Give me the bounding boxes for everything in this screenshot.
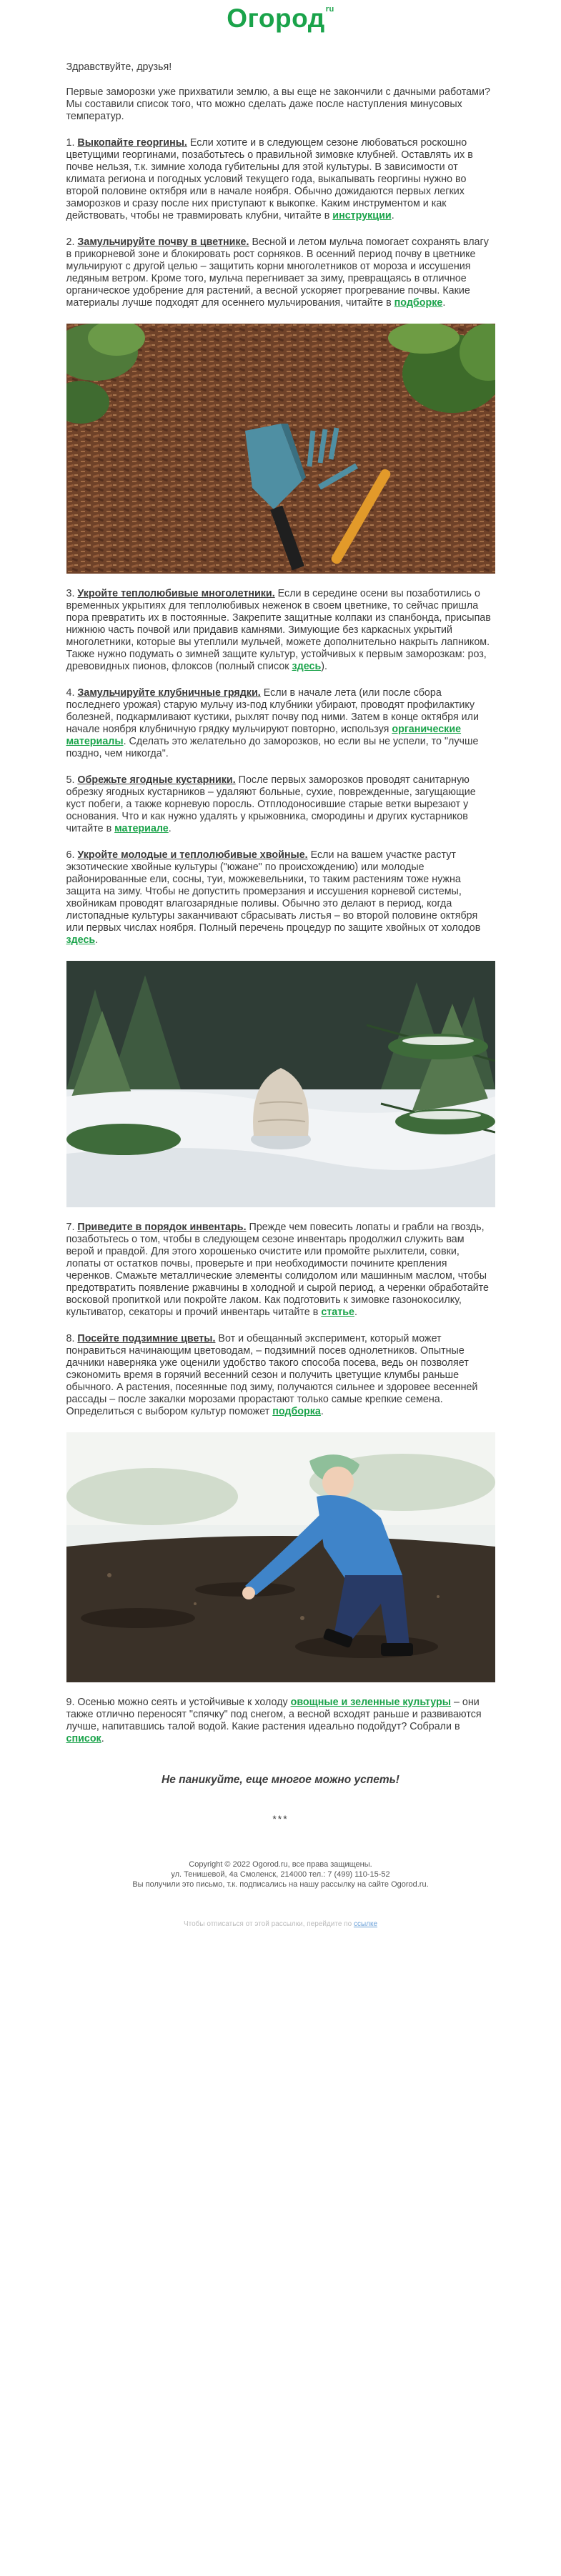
- item-text-continued: – они также отлично переносят "спячку" под снегом, а весной всходят раньше и развиваются лучше, напитавшись талой водой. Какие растения идеально подойдут? Собрали в: [66, 1697, 482, 1732]
- item-number: 9.: [66, 1697, 75, 1708]
- item-punct: .: [95, 934, 99, 946]
- item-lead: Обрежьте ягодные кустарники.: [77, 774, 236, 786]
- item-lead: Выкопайте георгины.: [77, 137, 187, 149]
- item-lead: Замульчируйте клубничные грядки.: [77, 687, 261, 699]
- item-text: Осенью можно сеять и устойчивые к холоду: [74, 1697, 291, 1708]
- article-link[interactable]: статье: [321, 1307, 354, 1318]
- list-item: [66, 1222, 495, 1319]
- conifer-link[interactable]: здесь: [66, 934, 96, 946]
- item-punct: .: [320, 1406, 324, 1417]
- vegetables-link[interactable]: овощные и зеленные культуры: [290, 1697, 451, 1708]
- list-item: [66, 236, 495, 309]
- item-text: Вот и обещанный эксперимент, который может понравиться начинающим цветоводам, – подзимний посев однолетников. Опытные дачники наверняка уже оценили удобство такого способа посева, ведь он позволяет сэкономить время в горячий весенний сезон и получить цветущие клумбы раньше обычного. А растения, посеянные под зиму, получаются сильнее и здоровее весенней рассады – после закалки морозами прорастают только самые крепкие семена. Определиться с выбором культур поможет: [66, 1333, 478, 1417]
- item-lead: Приведите в порядок инвентарь.: [77, 1222, 247, 1233]
- woman-sowing-photo: [66, 1432, 495, 1682]
- item-number: 2.: [66, 236, 75, 248]
- item-text: Если в середине осени вы позаботились о временных укрытиях для теплолюбивых неженок в своем цветнике, то сейчас пришла пора превратить их в постоянные. Закрепите защитные колпаки из спанбонда, присыпав нижнюю часть почвой или придавив камнями. Зимующие без каркасных укрытий многолетники, которые вы утеплили мульчей, можете дополнительно накрыть лапником.: [66, 588, 491, 648]
- organic-materials-link[interactable]: органические материалы: [66, 724, 462, 747]
- snow-shrub-photo: [66, 961, 495, 1207]
- item-punct: ).: [321, 661, 327, 672]
- logo-suffix: ru: [325, 5, 334, 14]
- item-punct: . Сделать это желательно до заморозков, но если вы не успели, то "лучше поздно, чем никогда".: [66, 736, 479, 759]
- item-number: 7.: [66, 1222, 75, 1233]
- unsubscribe-link[interactable]: ссылке: [353, 1920, 378, 1928]
- unsubscribe-row: [66, 1919, 495, 1929]
- unsubscribe-text: Чтобы отписаться от этой рассылки, перейдите по: [183, 1920, 354, 1928]
- logo-text: Огород: [227, 4, 325, 33]
- item-number: 1.: [66, 137, 75, 149]
- material-link[interactable]: материале: [114, 823, 169, 834]
- item-number: 3.: [66, 588, 75, 599]
- item-text: Если в начале лета (или после сбора последнего урожая) старую мульчу из-под клубники убирают, проводят профилактику болезней, подкармливают кустики, рыхлят почву под ними. Затем в конце октября или начале ноября клубничную грядку мульчируют повторно, используя: [66, 687, 479, 735]
- instruction-link[interactable]: инструкции: [332, 210, 392, 221]
- address-text: ул. Тенишевой, 4а Смоленск, 214000 тел.: 7 (499) 110-15-52: [171, 1870, 390, 1879]
- item-number: 4.: [66, 687, 75, 699]
- list-item: [66, 1333, 495, 1418]
- item-number: 8.: [66, 1333, 75, 1344]
- email-footer: [66, 1859, 495, 1929]
- item-number: 6.: [66, 849, 75, 861]
- brand-logo[interactable]: [227, 4, 334, 33]
- greeting: Здравствуйте, друзья!: [66, 61, 172, 73]
- item-lead: Посейте подзимние цветы.: [77, 1333, 216, 1344]
- list-item: [66, 588, 495, 673]
- item-text: Весной и летом мульча помогает сохранять влагу в прикорневой зоне и блокировать рост сорняков. В осенний период почву в цветнике мульчируют с другой целью – защитить корни многолетников от мороза и иссушения ледяным ветром. Кроме того, мульча перегнивает за зиму, превращаясь в отличное органическое удобрение для растений, а весной ускоряет прогревание почвы. Какие материалы лучше подходят для осеннего мульчирования, читайте в: [66, 236, 489, 309]
- item-text-continued: Также нужно подумать о зимней защите культур, устойчивых к первым заморозкам: роз, древовидных пионов, флоксов (полный список: [66, 649, 487, 672]
- subscription-note: Вы получили это письмо, т.к. подписались на нашу рассылку на сайте Ogorod.ru.: [132, 1880, 429, 1889]
- item-punct: .: [101, 1733, 104, 1744]
- list-item: [66, 1697, 495, 1745]
- item-punct: .: [442, 297, 446, 309]
- closing-note: Не паникуйте, еще многое можно успеть!: [162, 1774, 399, 1786]
- mulch-tools-photo: [66, 324, 495, 574]
- flowers-selection-link[interactable]: подборка: [272, 1406, 321, 1417]
- list-item: [66, 137, 495, 222]
- intro-text: Первые заморозки уже прихватили землю, а вы еще не закончили с дачными работами? Мы составили список того, что можно сделать даже после наступления минусовых температур.: [66, 86, 490, 122]
- plants-list-link[interactable]: список: [66, 1733, 101, 1744]
- email-header: [0, 0, 561, 40]
- item-text: Прежде чем повесить лопаты и грабли на гвоздь, позаботьтесь о том, чтобы в следующем сезоне инвентарь продолжил служить вам верой и правдой. Для этого хорошенько очистите или промойте рыхлители, совки, лопаты от остатков почвы, проверьте и при необходимости почините крепления черенков. Смажьте металлические элементы солидолом или машинным маслом, чтобы предотвратить появление ржавчины в холодной и сырой период, а черенки обработайте восковой пропиткой или покройте лаком. Как подготовить к зимовке газонокосилку, культиватор, секаторы и прочий инвентарь читайте в: [66, 1222, 489, 1318]
- item-punct: .: [168, 823, 172, 834]
- copyright-text: Copyright © 2022 Ogorod.ru, все права защищены.: [189, 1860, 372, 1869]
- list-item: [66, 687, 495, 760]
- separator-stars: ***: [272, 1813, 289, 1824]
- item-punct: .: [391, 210, 394, 221]
- list-item: [66, 849, 495, 947]
- list-link[interactable]: здесь: [292, 661, 322, 672]
- item-number: 5.: [66, 774, 75, 786]
- item-text: После первых заморозков проводят санитарную обрезку ягодных кустарников – удаляют больные, сухие, поврежденные, загущающие куст побеги, а также корневую поросль. Отплодоносившие старые ветки вырезают у основания. Что и как нужно удалять у крыжовника, смородины и других кустарников читайте в: [66, 774, 476, 834]
- item-text: Если на вашем участке растут экзотические хвойные культуры ("южане" по происхождению) или молодые районированные ели, сосны, туи, можжевельники, то таким растениям тоже нужна защита на зиму. Чтобы не допустить промерзания и иссушения корневой системы, хвойникам проводят влагозарядные поливы. Обычно это делают в период, когда листопадные культуры заканчивают сбрасывать листья – во второй половине октября или первых числах ноября. Полный перечень процедур по защите хвойных от холодов: [66, 849, 481, 934]
- item-lead: Укройте молодые и теплолюбивые хвойные.: [77, 849, 308, 861]
- item-text: Если хотите и в следующем сезоне любоваться роскошно цветущими георгинами, позаботьтесь о правильной зимовке клубней. Оставлять их в почве нельзя, т.к. зимние холода губительны для этой культуры. В зависимости от климата региона и погодных условий текущего года, выкапывать георгины нужно во второй половине октября или в начале ноября. Обычно дожидаются первых легких заморозков и сразу после них приступают к выкопке. Каким инструментом и как действовать, чтобы не травмировать клубни, читайте в: [66, 137, 473, 221]
- selection-link[interactable]: подборке: [394, 297, 443, 309]
- item-lead: Замульчируйте почву в цветнике.: [77, 236, 249, 248]
- list-item: [66, 774, 495, 835]
- item-punct: .: [354, 1307, 357, 1318]
- item-lead: Укройте теплолюбивые многолетники.: [77, 588, 275, 599]
- email-content: [66, 61, 495, 1825]
